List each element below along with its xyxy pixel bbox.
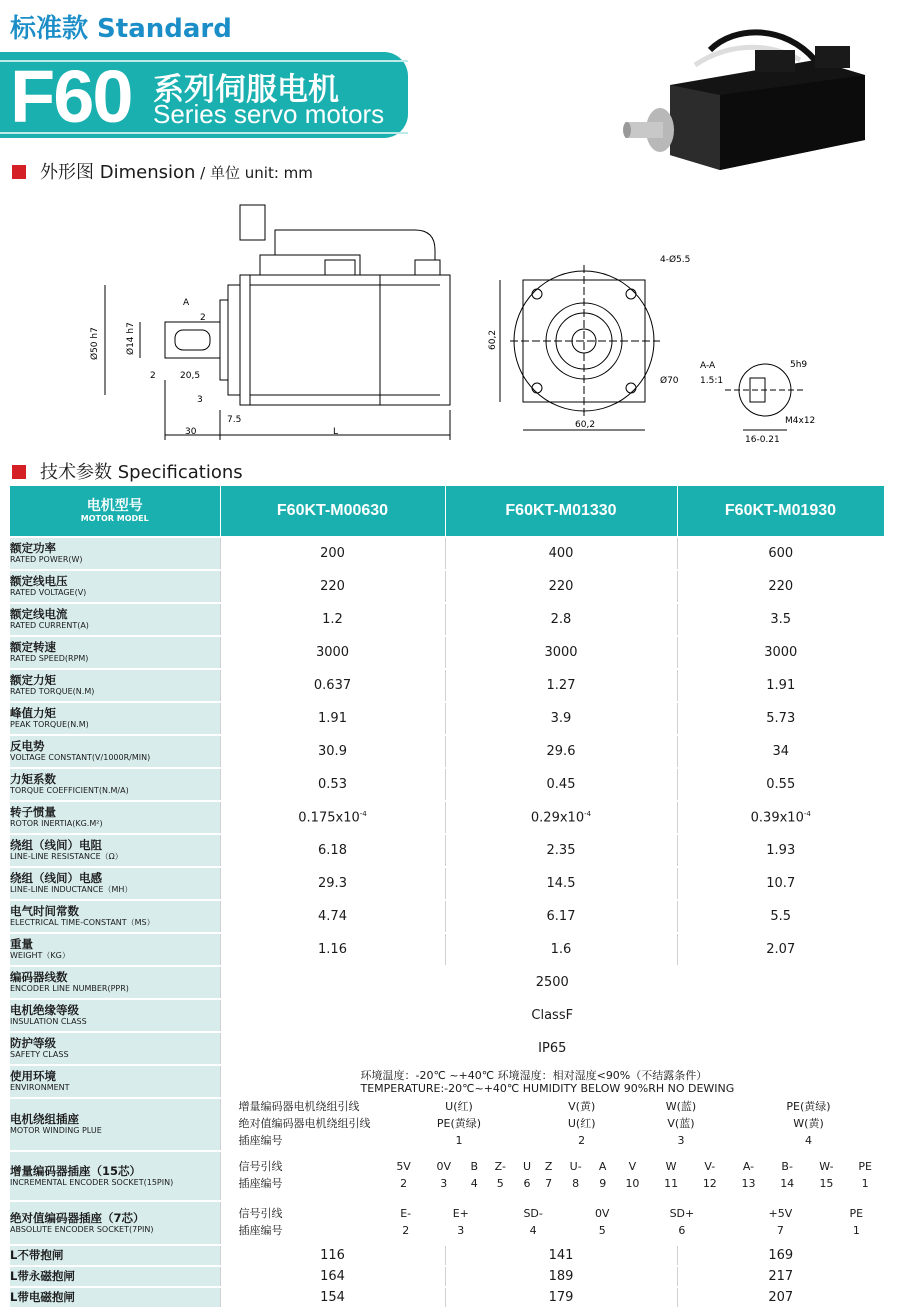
- spec-heading: 技术参数 Specifications: [12, 458, 243, 484]
- dim-a: A: [183, 298, 190, 308]
- section-scale: 1.5:1: [700, 376, 724, 386]
- table-row: 额定功率 RATED POWER(W) 200 400 600: [10, 537, 884, 570]
- dim-depth: 16-0.21: [745, 435, 780, 445]
- table-row-length: L带永磁抱闸 164 189 217: [10, 1266, 884, 1287]
- absolute-grid: 信号引线 E- E+ SD- 0V SD+ +5V PE 插座编号 2 3 4 5 6 7 1: [221, 1206, 885, 1240]
- dim-thread: M4x12: [785, 416, 816, 426]
- dim-key: 5h9: [790, 360, 808, 370]
- series-title-cn: 系列伺服电机: [153, 72, 339, 108]
- dim-2: 2: [200, 313, 206, 323]
- model-title: F60: [10, 55, 132, 138]
- series-title-en: Series servo motors: [153, 99, 385, 129]
- table-row-length: L带电磁抱闸 154 179 207: [10, 1287, 884, 1308]
- dim-d14: Ø14 h7: [126, 322, 136, 355]
- table-row-environment: 使用环境 ENVIRONMENT 环境温度：-20℃ ~+40℃ 环境湿度：相对湿度<90%（不结露条件） TEMPERATURE:-20℃~+40℃ HUMIDITY BELOW 90%RH NO DEWING: [10, 1065, 884, 1098]
- table-row: 峰值力矩 PEAK TORQUE(N.M) 1.91 3.9 5.73: [10, 702, 884, 735]
- header-model-2: F60KT-M01330: [445, 486, 677, 537]
- dim-holes: 4-Ø5.5: [660, 255, 691, 265]
- table-row: 额定线电压 RATED VOLTAGE(V) 220 220 220: [10, 570, 884, 603]
- table-row-insulation: 电机绝缘等级 INSULATION CLASS ClassF: [10, 999, 884, 1032]
- dim-d70: Ø70: [660, 376, 679, 386]
- header-motor-model: 电机型号 MOTOR MODEL: [10, 486, 220, 537]
- dim-7-5: 7.5: [227, 415, 242, 425]
- table-row: 额定转速 RATED SPEED(RPM) 3000 3000 3000: [10, 636, 884, 669]
- header-model-1: F60KT-M00630: [220, 486, 445, 537]
- table-row-encoder: 编码器线数 ENCODER LINE NUMBER(PPR) 2500: [10, 966, 884, 999]
- table-row: 重量 WEIGHT（KG） 1.16 1.6 2.07: [10, 933, 884, 966]
- section-marker-icon: [12, 465, 26, 479]
- table-row: 绕组（线间）电感 LINE-LINE INDUCTANCE（MH） 29.3 14.5 10.7: [10, 867, 884, 900]
- dim-30: 30: [185, 427, 197, 437]
- table-row: 转子惯量 ROTOR INERTIA(KG.M²) $0.175x10^{-4}$ $0.29x10^{-4}$ $0.39x10^{-4}$: [10, 801, 884, 834]
- table-row-winding: 电机绕组插座 MOTOR WINDING PLUE 增量编码器电机绕组引线 U(红) V(黄) W(蓝) PE(黄绿) 绝对值编码器电机绕组引线 PE(黄绿) U(红) V(蓝) W(黄) 插座编号 1 2 3 4: [10, 1098, 884, 1151]
- winding-grid: 增量编码器电机绕组引线 U(红) V(黄) W(蓝) PE(黄绿) 绝对值编码器电机绕组引线 PE(黄绿) U(红) V(蓝) W(黄) 插座编号 1 2 3 4: [221, 1099, 885, 1150]
- spec-table: [10, 486, 885, 1309]
- dim-20-5: 20,5: [180, 371, 201, 381]
- dim-l: L: [333, 427, 339, 437]
- incremental-grid: 信号引线 5V 0V B Z- U Z U- A V W V- A- B- W- PE 插座编号 2 3 4 5 6 7 8 9 10 11 12 13 14 15 1: [221, 1159, 885, 1193]
- motor-photo: [615, 20, 875, 180]
- table-row: 额定线电流 RATED CURRENT(A) 1.2 2.8 3.5: [10, 603, 884, 636]
- table-row: 绕组（线间）电阻 LINE-LINE RESISTANCE（Ω） 6.18 2.35 1.93: [10, 834, 884, 867]
- dim-60-2-v: 60,2: [488, 329, 498, 350]
- table-row-length: L不带抱闸 116 141 169: [10, 1245, 884, 1266]
- table-row-incremental: 增量编码器插座（15芯） INCREMENTAL ENCODER SOCKET(15PIN) 信号引线 5V 0V B Z- U Z U- A V W V- A- B- W- PE 插座编号 2 3 4 5 6 7 8 9 10 11 12 13 14 15 1: [10, 1151, 884, 1201]
- dim-3: 3: [197, 395, 203, 405]
- table-row-safety: 防护等级 SAFETY CLASS IP65: [10, 1032, 884, 1065]
- table-row: 反电势 VOLTAGE CONSTANT(V/1000R/MIN) 30.9 29.6 34: [10, 735, 884, 768]
- header-model-3: F60KT-M01930: [677, 486, 884, 537]
- dimension-drawing: [85, 190, 825, 455]
- table-row: 力矩系数 TORQUE COEFFICIENT(N.M/A) 0.53 0.45 0.55: [10, 768, 884, 801]
- dim-2b: 2: [150, 371, 156, 381]
- section-marker-icon: [12, 165, 26, 179]
- standard-title: 标准款 Standard: [10, 14, 232, 44]
- table-row: 电气时间常数 ELECTRICAL TIME-CONSTANT（MS） 4.74 6.17 5.5: [10, 900, 884, 933]
- dimension-heading: 外形图 Dimension / 单位 unit: mm: [12, 158, 313, 184]
- section-label: A-A: [700, 361, 716, 371]
- dim-d50: Ø50 h7: [90, 327, 100, 360]
- table-row-absolute: 绝对值编码器插座（7芯） ABSOLUTE ENCODER SOCKET(7PIN) 信号引线 E- E+ SD- 0V SD+ +5V PE 插座编号 2 3 4 5 6 7 1: [10, 1201, 884, 1245]
- dim-60-2-h: 60,2: [575, 420, 596, 430]
- table-row: 额定力矩 RATED TORQUE(N.M) 0.637 1.27 1.91: [10, 669, 884, 702]
